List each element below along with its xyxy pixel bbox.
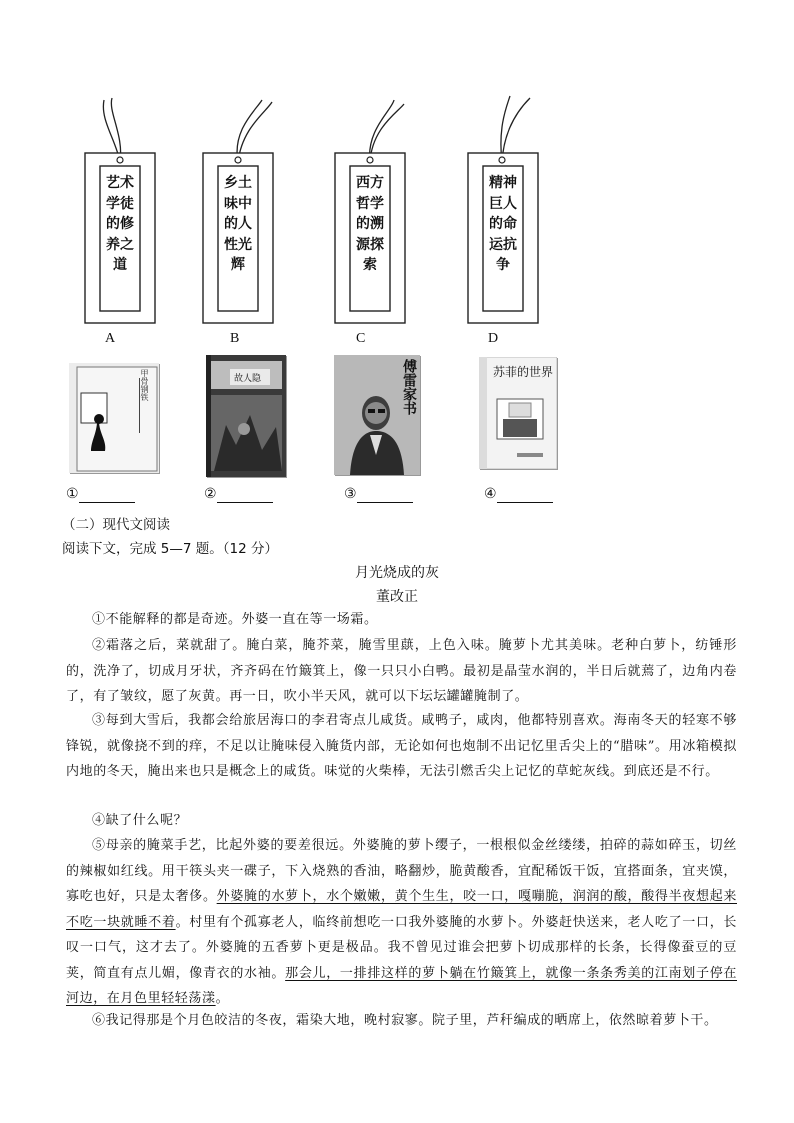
- article-author: 董改正: [376, 589, 418, 605]
- bookmark-b-text: 乡土味中的人性光辉: [224, 175, 252, 273]
- book-cover-4-title: 苏菲的世界: [492, 365, 553, 379]
- book-cover-1-title: 甲骨钢铁: [140, 369, 149, 401]
- book-cover-2-title: 故人隐: [234, 374, 262, 384]
- bookmark-d-letter: D: [488, 331, 499, 346]
- bookmark-a-text: 艺术学徒的修养之道: [106, 175, 134, 273]
- book-cover-1: [69, 363, 159, 473]
- answer-blank-4[interactable]: ④: [484, 486, 553, 503]
- bookmark-b-hole: [235, 157, 241, 163]
- book-cover-3-title: 傅雷家书: [401, 359, 417, 415]
- bookmark-a-hole: [117, 157, 123, 163]
- bookmark-d-hole: [499, 157, 505, 163]
- bookmark-a-letter: A: [105, 331, 116, 346]
- bookmark-c-text: 西方哲学的溯源探索: [356, 175, 384, 273]
- article-paragraph-3: ③每到大雪后，我都会给旅居海口的李君寄点儿咸货。咸鸭子，咸肉，他都特别喜欢。海南冬天的轻寒不够锋锐，就像挠不到的痒，不足以让腌味侵入腌货内部，无论如何也炮制不出记忆里舌尖上的“腊味”。用冰箱模拟内地的冬天，腌出来也只是概念上的咸货。味觉的火柴棒，无法引燃舌尖上记忆的草蛇灰线。到底还是不行。: [66, 713, 737, 779]
- article-paragraph-6: ⑥我记得那是个月色皎洁的冬夜，霜染大地，晚村寂寥。院子里，芦秆编成的晒席上，依然晾着萝卜干。: [92, 1013, 718, 1028]
- answer-blank-3[interactable]: ③: [344, 486, 413, 503]
- article-paragraph-4: ④缺了什么呢？: [92, 813, 188, 828]
- bookmark-b-letter: B: [230, 331, 240, 346]
- book-cover-4: [479, 357, 557, 469]
- answer-blank-2[interactable]: ②: [204, 486, 273, 503]
- article-paragraph-5: ⑤母亲的腌菜手艺，比起外婆的要差很远。外婆腌的萝卜缨子，一根根似金丝缕缕，拍碎的蒜如碎玉，切丝的辣椒如红线。用干筷头夹一碟子，下入烧熟的香油，略翻炒，脆黄酸香，宜配稀饭干饭，宜搭面条，宜夹馍，寡吃也好，只是太奢侈。外婆腌的水萝卜，水个嫩嫩，黄个生生，咬一口，嘎嘣脆，润润的酸，酸得半夜想起来不吃一块就睡不着。村里有个孤寡老人，临终前想吃一口我外婆腌的水萝卜。外婆赶快送来，老人吃了一口，长叹一口气，这才去了。外婆腌的五香萝卜更是极品。我不曾见过谁会把萝卜切成那样的长条，长得像蚕豆的豆荚，简直有点儿媚，像青衣的水袖。那会儿，一排排这样的萝卜躺在竹簸箕上，就像一条条秀美的江南划子停在河边，在月色里轻轻荡漾。: [66, 838, 737, 1006]
- bookmark-d-text: 精神巨人的命运抗争: [489, 175, 517, 273]
- section-heading: （二）现代文阅读: [62, 517, 170, 533]
- bookmark-c-letter: C: [356, 331, 366, 346]
- bookmark-c-hole: [367, 157, 373, 163]
- article-paragraph-2: ②霜落之后，菜就甜了。腌白菜，腌芥菜，腌雪里蕻，上色入味。腌萝卜尤其美味。老种白萝卜，纺锤形的，洗净了，切成月牙状，齐齐码在竹簸箕上，像一只只小白鸭。最初是晶莹水润的，半日后就蔫了，边角内卷了，有了皱纹，愿了灰黄。再一日，吹小半天风，就可以下坛坛罐罐腌制了。: [66, 638, 737, 704]
- book-cover-2: [206, 355, 286, 477]
- book-cover-3: [334, 355, 420, 475]
- article-title: 月光烧成的灰: [355, 565, 439, 581]
- answer-blank-1[interactable]: ①: [66, 486, 135, 503]
- reading-instruction: 阅读下文，完成 5—7 题。（12 分）: [62, 541, 278, 557]
- article-paragraph-1: ①不能解释的都是奇迹。外婆一直在等一场霜。: [92, 612, 378, 627]
- underlined-sentence-2: 那会儿，一排排这样的萝卜躺在竹簸箕上，就像一条条秀美的江南划子停在河边，在月色里轻轻荡漾: [66, 965, 737, 1006]
- underlined-sentence-1: 外婆腌的水萝卜，水个嫩嫩，黄个生生，咬一口，嘎嘣脆，润润的酸，酸得半夜想起来不吃一块就睡不着: [66, 889, 737, 930]
